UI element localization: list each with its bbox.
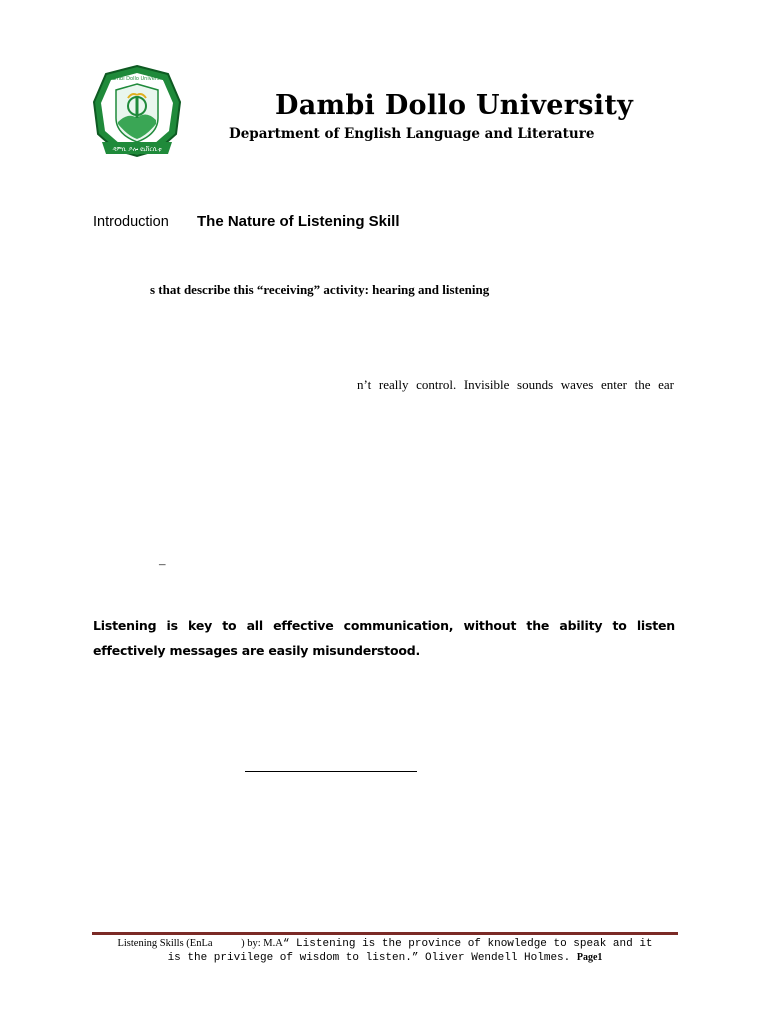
- university-name: Dambi Dollo University: [275, 90, 634, 121]
- listening-paragraph: Listening is key to all effective communication, without the ability to listen effectively messages are easily misunderstood.: [93, 618, 675, 658]
- department-name: Department of English Language and Literature: [229, 126, 595, 142]
- text-fragment-sound-waves: n’t really control. Invisible sounds waves enter the ear: [357, 377, 674, 392]
- blank-underline: [245, 771, 417, 772]
- footer-line-2: [92, 951, 678, 965]
- footer-course: Listening Skills (EnLa: [117, 938, 213, 949]
- footer-quote-part1: “ Listening is the province of knowledge to speak and it: [282, 938, 653, 950]
- logo-ribbon-text: ዳምቢ ዶሎ ዩኒቨርሲቲ: [112, 146, 162, 153]
- footer-author: ) by: M.A: [241, 938, 283, 949]
- text-fragment-receiving: s that describe this “receiving” activity: hearing and listening: [150, 282, 490, 297]
- dash-mark: –: [159, 556, 166, 571]
- page-footer: [92, 937, 678, 965]
- footer-divider: [92, 932, 678, 935]
- footer-quote-part2: is the privilege of wisdom to listen.” Oliver Wendell Holmes.: [167, 952, 571, 964]
- footer-line-1: [92, 937, 678, 951]
- section-label: Introduction: [93, 214, 169, 230]
- page-number: Page1: [576, 952, 603, 963]
- section-title: The Nature of Listening Skill: [197, 213, 400, 230]
- university-logo: [88, 62, 186, 164]
- logo-top-text: Dambi Dollo University: [108, 76, 166, 82]
- university-seal-icon: [88, 62, 186, 164]
